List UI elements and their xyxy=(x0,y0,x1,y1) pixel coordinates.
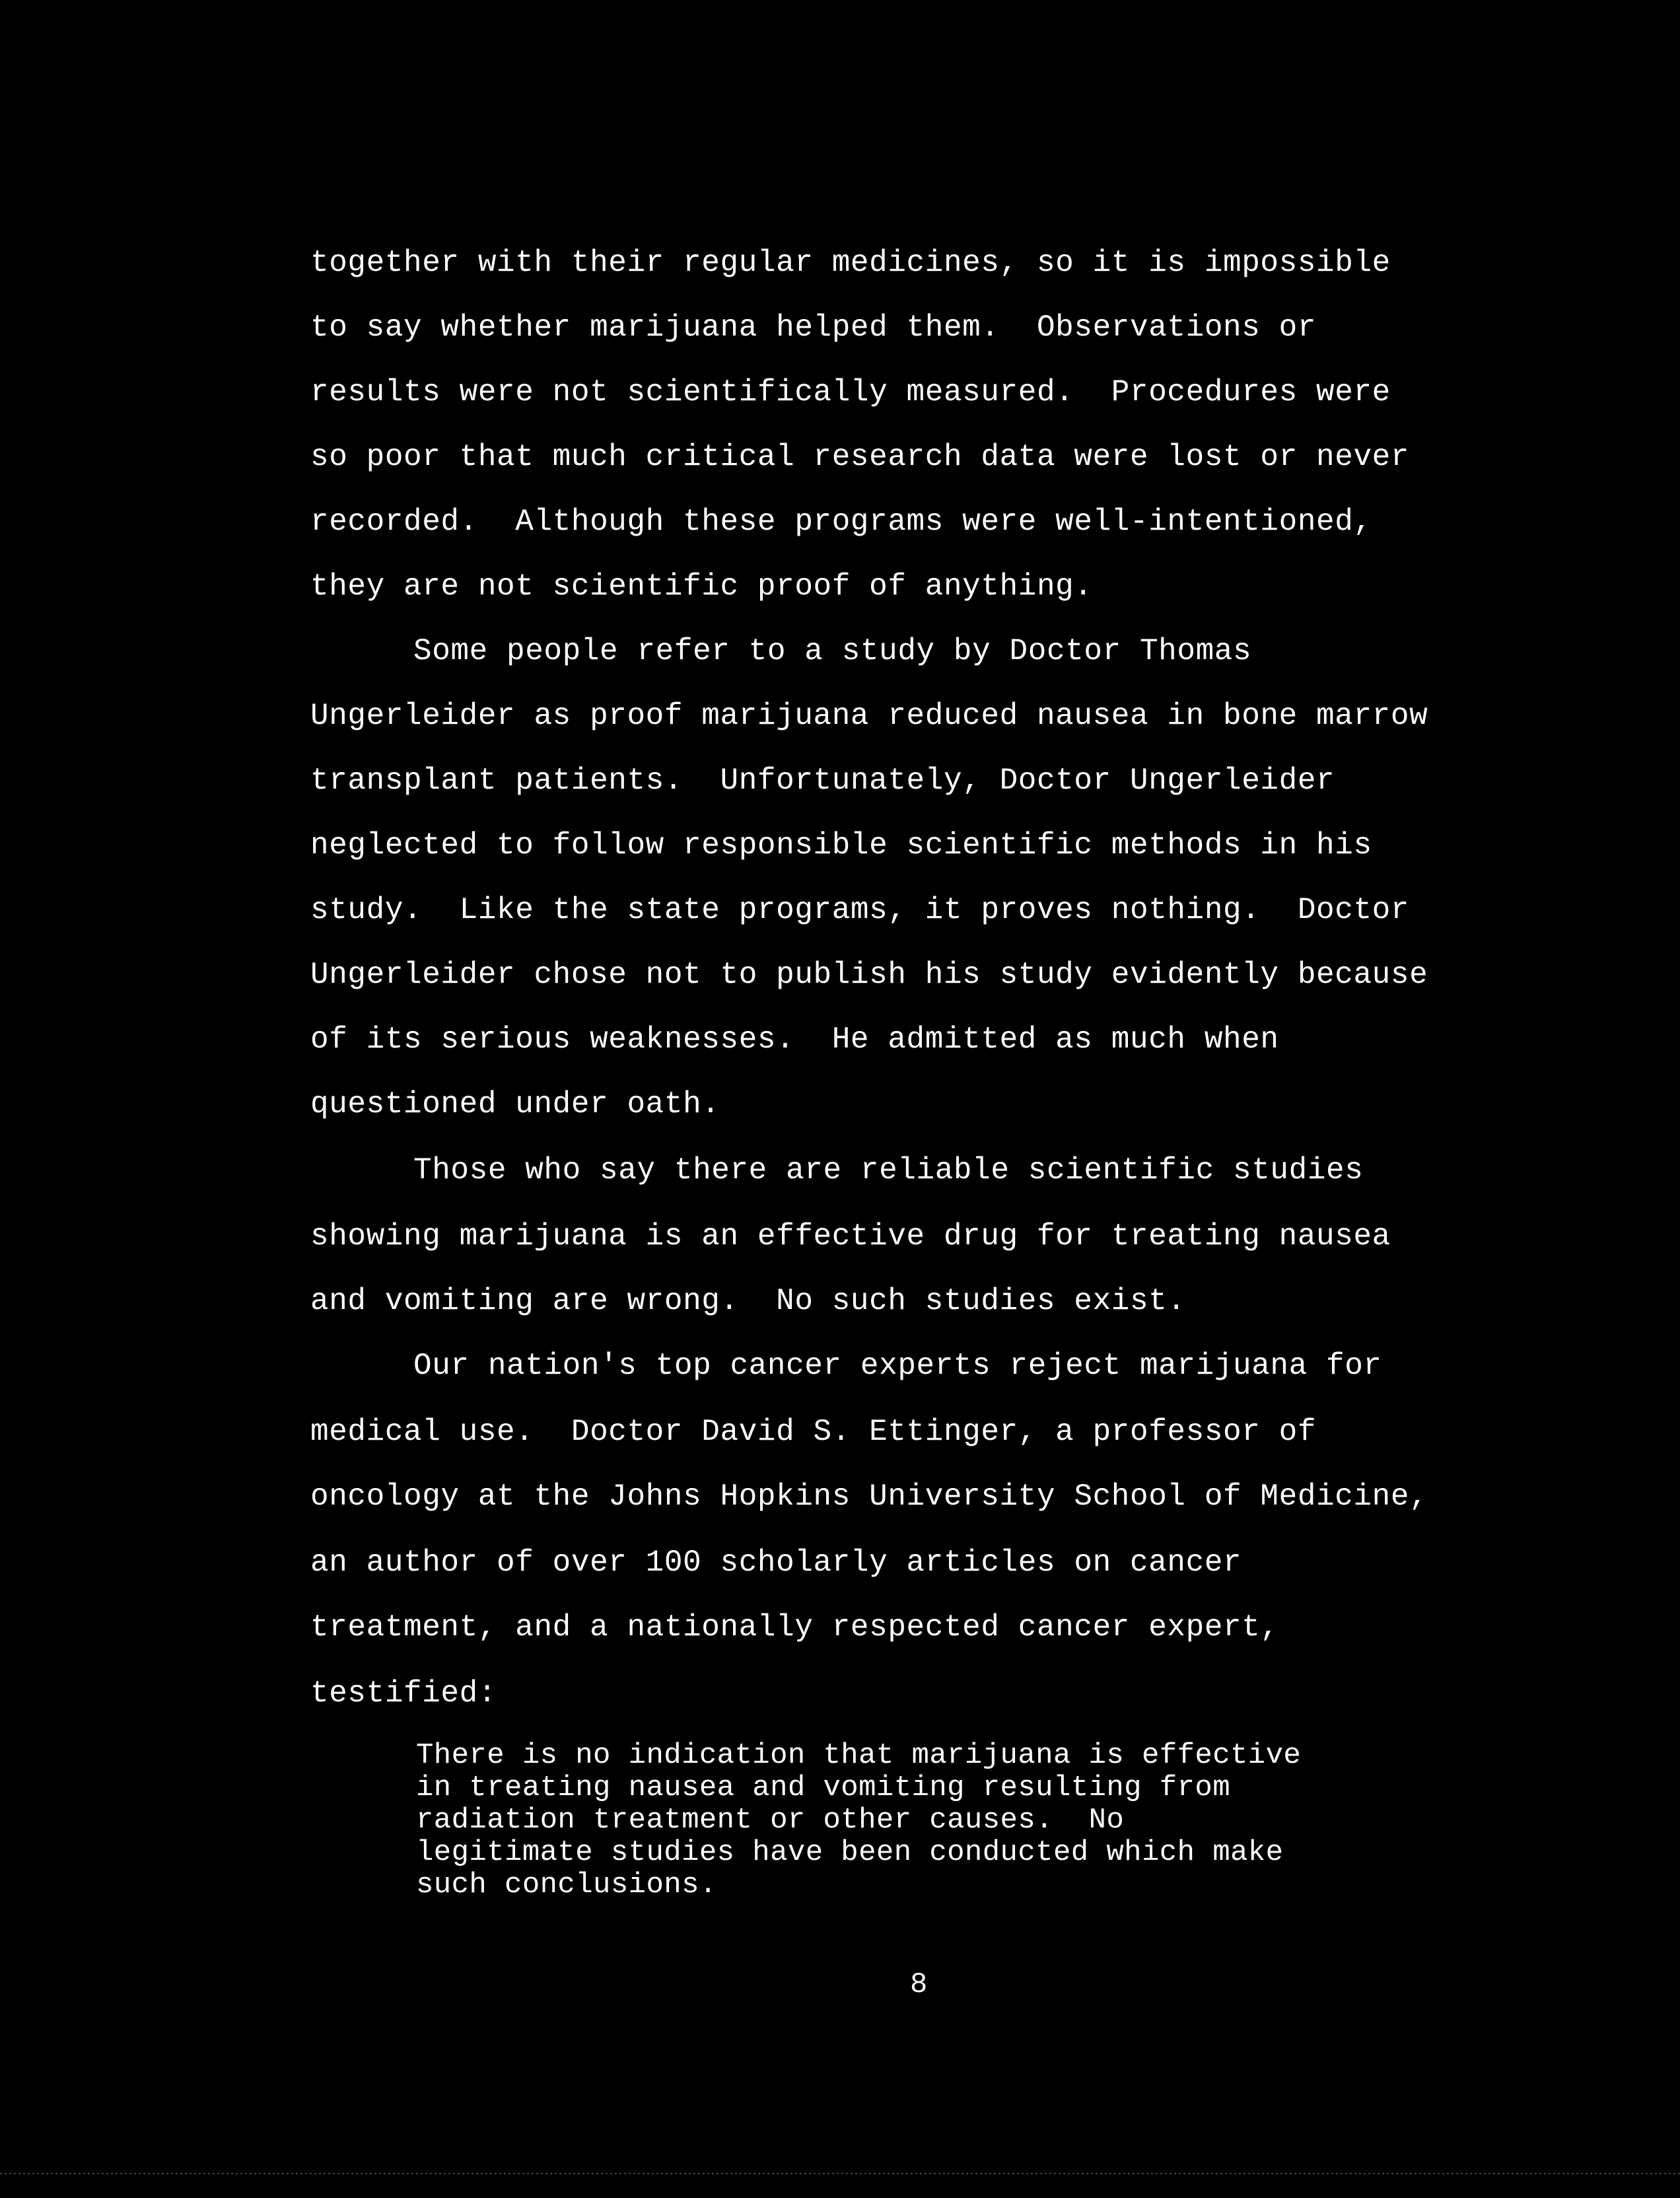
block-quote-line: There is no indication that marijuana is effective xyxy=(416,1739,1302,1772)
body-line: testified: xyxy=(310,1676,497,1711)
block-quote-line: legitimate studies have been conducted which make xyxy=(416,1836,1284,1869)
page-number: 8 xyxy=(910,1968,928,2001)
body-line: neglected to follow responsible scientific methods in his xyxy=(310,828,1372,863)
body-line: to say whether marijuana helped them. Observations or xyxy=(310,310,1317,345)
scan-edge-divider xyxy=(0,2173,1680,2174)
block-quote-line: radiation treatment or other causes. No xyxy=(416,1804,1125,1837)
body-line: transplant patients. Unfortunately, Doctor Ungerleider xyxy=(310,763,1335,798)
body-line: medical use. Doctor David S. Ettinger, a professor of xyxy=(310,1415,1317,1449)
body-line: they are not scientific proof of anything. xyxy=(310,569,1093,604)
body-line: and vomiting are wrong. No such studies exist. xyxy=(310,1284,1186,1318)
body-line: an author of over 100 scholarly articles on cancer xyxy=(310,1545,1242,1580)
body-line: so poor that much critical research data were lost or never xyxy=(310,440,1410,474)
block-quote-line: such conclusions. xyxy=(416,1868,717,1901)
body-line: questioned under oath. xyxy=(310,1087,720,1121)
paragraph-first-line: Some people refer to a study by Doctor Thomas xyxy=(413,634,1252,668)
block-quote-line: in treating nausea and vomiting resulting from xyxy=(416,1771,1230,1804)
body-line: Ungerleider as proof marijuana reduced nausea in bone marrow xyxy=(310,699,1428,733)
paragraph-first-line: Those who say there are reliable scientific studies xyxy=(413,1153,1364,1188)
body-line: results were not scientifically measured. Procedures were xyxy=(310,375,1391,409)
body-line: Ungerleider chose not to publish his study evidently because xyxy=(310,958,1428,992)
body-line: treatment, and a nationally respected cancer expert, xyxy=(310,1610,1279,1645)
body-line: recorded. Although these programs were well-intentioned, xyxy=(310,505,1372,539)
body-line: together with their regular medicines, so it is impossible xyxy=(310,246,1391,280)
paragraph-first-line: Our nation's top cancer experts reject marijuana for xyxy=(413,1349,1382,1383)
body-line: showing marijuana is an effective drug for treating nausea xyxy=(310,1219,1391,1254)
body-line: oncology at the Johns Hopkins University School of Medicine, xyxy=(310,1479,1428,1514)
body-line: study. Like the state programs, it proves nothing. Doctor xyxy=(310,893,1410,927)
body-line: of its serious weaknesses. He admitted as much when xyxy=(310,1022,1279,1057)
